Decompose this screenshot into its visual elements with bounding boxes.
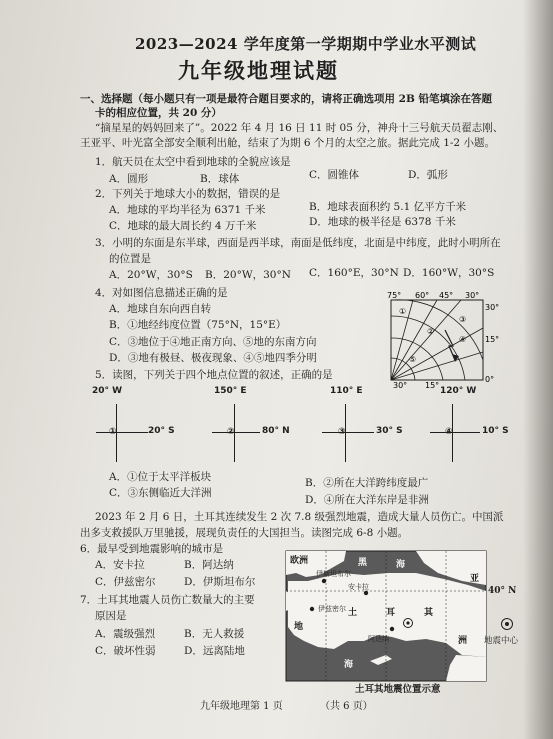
q7-option-b: B．无人救援 [184, 628, 245, 640]
turkey-earthquake-map [286, 551, 486, 681]
q5-fig4-num: ④ [445, 427, 453, 437]
map-label-black-sea: 黑 [358, 558, 368, 568]
map-label-black-sea-2: 海 [396, 560, 406, 570]
passage2-line1: 2023 年 2 月 6 日，土耳其连续发生 2 次 7.8 级强烈地震，造成大量人员伤亡。中国派 [95, 511, 504, 523]
q5-fig4-lat: 10° S [482, 426, 509, 436]
passage2-line2: 出多支救援队万里驰援，展现负责任的大国担当。读图完成 6-8 小题。 [80, 527, 409, 539]
q2-option-c: C．地球的最大周长约 4 万千米 [109, 220, 257, 232]
map-label-turkey-1: 土 [348, 608, 358, 618]
page-edge-shadow [523, 0, 553, 739]
q5-figure-2 [212, 386, 302, 466]
section-heading-line1: 一、选择题（每小题只有一项是最符合题目要求的，请将正确选项用 2B 铅笔填涂在答题 [80, 93, 492, 105]
q4-point-5: ⑤ [409, 355, 417, 364]
epicenter-legend-icon [500, 616, 514, 635]
q3-option-b: B．20°W，30°N [205, 269, 291, 281]
q5-fig3-lon: 110° E [330, 386, 363, 396]
subject-title: 九年级地理试题 [178, 58, 339, 83]
q5-option-a: A．①位于太平洋板块 [109, 471, 212, 483]
q7-option-d: D．远离陆地 [184, 645, 245, 657]
q1-option-a: A．圆形 [109, 173, 149, 185]
turkey-map-svg [286, 551, 486, 681]
q5-fig3-num: ③ [338, 427, 346, 437]
q5-stem: 5．读图，下列关于四个地点位置的叙述，正确的是 [95, 369, 333, 381]
q4-bottom-label-1: 30° [393, 381, 408, 390]
passage-line1: “摘星星的妈妈回来了”。2022 年 4 月 16 日 11 时 05 分，神舟十三号航天员翟志刚、 [95, 122, 504, 134]
q3-stem-line1: 3．小明的东面是东半球，西面是西半球，南面是低纬度，北面是中纬度，此时小明所在 [95, 237, 501, 249]
q3-option-c: C．160°E，30°N [309, 267, 399, 279]
q3-option-d: D．160°W，30°S [403, 267, 495, 279]
q4-figure-svg [375, 290, 500, 390]
map-label-asia-1: 亚 [470, 574, 480, 584]
map-label-izmir: 伊兹密尔 [318, 605, 346, 613]
q4-option-b: B．①地经纬度位置（75°N，15°E） [109, 319, 287, 331]
q3-stem-line2: 的位置是 [109, 253, 151, 265]
footer-page: 九年级地理第 1 页 [200, 701, 283, 712]
q4-option-d: D．③地有极昼、极夜现象、④⑤地四季分明 [109, 352, 317, 364]
q5-fig1-lat: 20° S [148, 426, 175, 436]
q4-top-label-2: 60° [415, 291, 430, 300]
q4-top-label-1: 75° [387, 291, 402, 300]
q1-option-d: D．弧形 [408, 169, 448, 181]
q2-stem: 2．下列关于地球大小的数据，错误的是 [95, 188, 281, 200]
q5-fig1-num: ① [109, 427, 117, 437]
q5-fig2-lat: 80° N [262, 426, 290, 436]
q5-figure-4 [430, 386, 520, 466]
q2-option-b: B．地球表面积约 5.1 亿平方千米 [309, 201, 467, 213]
q5-fig3-lat: 30° S [376, 426, 403, 436]
q4-right-label-2: 15° [485, 335, 500, 344]
epicenter-legend-label: 地震中心 [484, 636, 519, 646]
footer-total: （共 6 页） [320, 701, 373, 712]
q5-fig4-lon: 120° W [440, 386, 477, 396]
q4-point-1: ① [399, 307, 407, 316]
q5-figure-3 [322, 386, 412, 466]
map-label-adana: 阿达纳 [368, 635, 389, 643]
q6-option-d: D．伊斯坦布尔 [184, 576, 256, 588]
q4-option-c: C．③地位于④地正南方向、⑤地的东南方向 [109, 336, 317, 348]
q7-stem-line2: 原因是 [95, 610, 127, 622]
q6-option-a: A．安卡拉 [95, 559, 145, 571]
q5-option-b: B．②所在大洋跨纬度最广 [305, 477, 429, 489]
map-label-land-2: 海 [344, 660, 354, 670]
map-label-turkey-2: 耳 [386, 608, 396, 618]
q1-stem: 1．航天员在太空中看到地球的全貌应该是 [95, 156, 291, 168]
passage-line2: 王亚平、叶光富全部安全顺利出舱，结束了为期 6 个月的太空之旅。据此完成 1-2 小题。 [80, 137, 495, 149]
q4-point-3: ③ [459, 315, 467, 324]
q5-option-c: C．③东侧临近大洋洲 [109, 487, 212, 499]
q4-point-2: ② [427, 327, 435, 336]
map-label-turkey-3: 其 [424, 608, 434, 618]
q4-top-label-4: 30° [465, 291, 480, 300]
q7-stem-line1: 7．土耳其地震人员伤亡数量大的主要 [80, 594, 255, 606]
q2-option-a: A．地球的平均半径为 6371 千米 [109, 204, 266, 216]
q5-fig2-num: ② [227, 427, 235, 437]
exam-title: 2023—2024 学年度第一学期期中学业水平测试 [135, 35, 477, 53]
q5-figure-1 [92, 386, 175, 466]
q4-right-label-1: 30° [485, 303, 500, 312]
q4-point-4: ④ [459, 335, 467, 344]
map-label-ankara: 安卡拉 [348, 583, 369, 591]
q4-stem: 4．对如图信息描述正确的是 [95, 287, 228, 299]
q4-bottom-label-2: 15° [425, 381, 440, 390]
map-label-asia-2: 洲 [458, 636, 468, 646]
q4-right-label-3: 0° [485, 375, 495, 384]
q7-option-a: A．震级强烈 [95, 628, 156, 640]
q5-option-d: D．④所在大洋东岸是非洲 [305, 494, 429, 506]
map-label-istanbul: 伊斯坦布尔 [316, 570, 351, 578]
q4-latlon-figure [375, 290, 500, 390]
q6-option-c: C．伊兹密尔 [95, 576, 156, 588]
map-label-lat40: 40° N [488, 586, 517, 596]
q7-option-c: C．破坏性弱 [95, 645, 156, 657]
q3-option-a: A．20°W，30°S [109, 269, 193, 281]
q4-option-a: A．地球自东向西自转 [109, 303, 212, 315]
q6-stem: 6．最早受到地震影响的城市是 [80, 543, 224, 555]
map-caption: 土耳其地震位置示意 [355, 684, 441, 695]
q5-fig2-lon: 150° E [214, 386, 247, 396]
q4-top-label-3: 45° [439, 291, 454, 300]
q1-option-b: B．球体 [200, 173, 240, 185]
q1-option-c: C．圆锥体 [309, 169, 360, 181]
q5-fig1-lon: 20° W [92, 386, 123, 396]
map-label-europe: 欧洲 [290, 556, 309, 566]
q6-option-b: B．阿达纳 [184, 559, 234, 571]
map-label-land-1: 地 [294, 622, 304, 632]
q2-option-d: D．地球的极半径是 6378 千米 [309, 216, 456, 228]
section-heading-line2: 卡的相应位置，共 20 分） [95, 107, 222, 119]
